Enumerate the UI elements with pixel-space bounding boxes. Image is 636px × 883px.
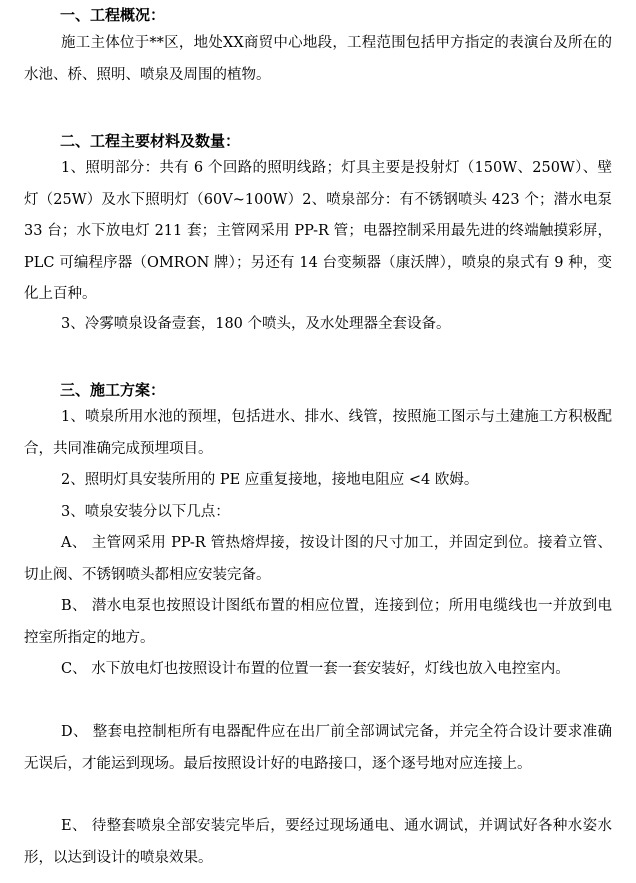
paragraph-item-c: C、 水下放电灯也按照设计布置的位置一套一套安装好，灯线也放入电控室内。	[61, 661, 570, 677]
paragraph-item-e: E、 待整套喷泉全部安装完毕后，要经过现场通电、通水调试，并调试好各种水姿水形，以达到设计的喷泉效果。	[24, 818, 612, 866]
section-heading-plan: 三、施工方案：	[60, 381, 166, 399]
section-heading-materials: 二、工程主要材料及数量：	[60, 132, 241, 150]
paragraph-overview: 施工主体位于**区，地处XX商贸中心地段，工程范围包括甲方指定的表演台及所在的水池、桥、照明、喷泉及周围的植物。	[24, 35, 612, 83]
paragraph-item-a: A、 主管网采用 PP-R 管热熔焊接，按设计图的尺寸加工，并固定到位。接着立管、切止阀、不锈钢喷头都相应安装完备。	[24, 535, 612, 583]
paragraph-item-d: D、 整套电控制柜所有电器配件应在出厂前全部调试完备，并完全符合设计要求准确无误后，才能运到现场。最后按照设计好的电路接口，逐个逐号地对应连接上。	[24, 724, 612, 772]
paragraph-pool-embedding: 1、喷泉所用水池的预埋，包括进水、排水、线管，按照施工图示与土建施工方积极配合，共同准确完成预埋项目。	[24, 409, 612, 457]
paragraph-lighting-fountain: 1、照明部分：共有 6 个回路的照明线路；灯具主要是投射灯（150W、250W）、壁灯（25W）及水下照明灯（60V~100W）2、喷泉部分：有不锈钢喷头 423 个；潜水电泵 33 台；水下放电灯 211 套；主管网采用 PP-R 管；电器控制采用最先进的终端触摸彩屏，PLC 可编程序器（OMRON 牌）；另还有 14 台变频器（康沃牌），喷泉的泉式有 9 种，变化上百种。	[24, 160, 612, 302]
paragraph-install-points: 3、喷泉安装分以下几点：	[61, 504, 230, 520]
paragraph-item-b: B、 潜水电泵也按照设计图纸布置的相应位置，连接到位；所用电缆线也一并放到电控室所指定的地方。	[24, 598, 612, 646]
paragraph-grounding: 2、照明灯具安装所用的 PE 应重复接地，接地电阻应 <4 欧姆。	[61, 472, 479, 488]
paragraph-mist-fountain: 3、冷雾喷泉设备壹套，180 个喷头，及水处理器全套设备。	[61, 316, 451, 332]
section-heading-overview: 一、工程概况：	[60, 6, 166, 24]
